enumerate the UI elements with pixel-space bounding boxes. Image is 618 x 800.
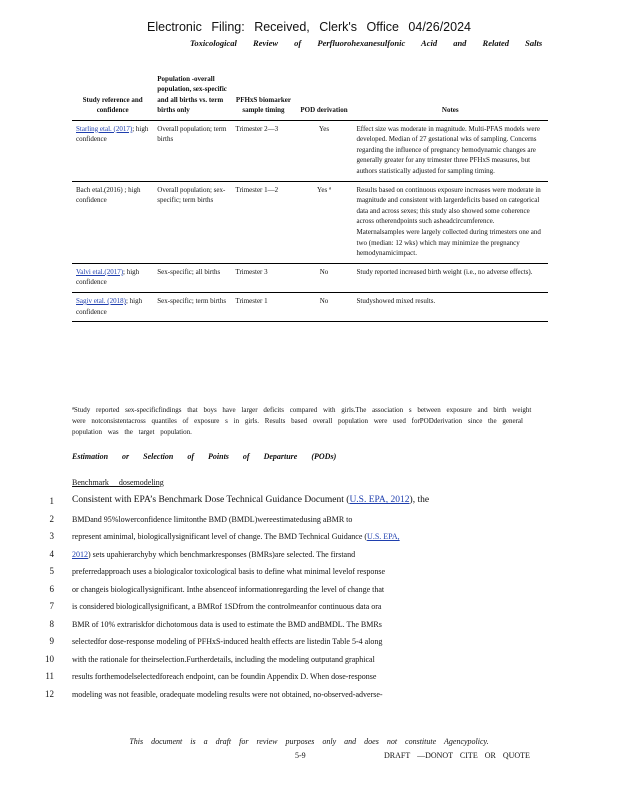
filing-stamp: Electronic Filing: Received, Clerk's Office 04/26/2024 (147, 20, 471, 34)
line-number: 6 (49, 583, 54, 594)
body-line (0, 669, 618, 687)
notes-cell: Studyshowed mixed results. (353, 292, 549, 321)
line-text: BMR of 10% extrariskfor dichotomous data is used to estimate the BMD andBMDL. The BMRs (72, 619, 382, 629)
body-line (0, 494, 618, 512)
pod-cell: No (295, 292, 352, 321)
timing-cell: Trimester 3 (231, 263, 295, 292)
study-confidence: Bach etal.(2016) ; high confidence (76, 185, 141, 205)
study-confidence: ; high confidence (76, 296, 143, 316)
study-cell (72, 120, 153, 181)
body-line (0, 529, 618, 547)
line-text: selectedfor dose-response modeling of PFHxS-induced health effects are listedin Table 5-4 along (72, 637, 383, 646)
pod-cell: Yes ª (295, 181, 352, 263)
body-line (0, 599, 618, 617)
line-number: 7 (49, 601, 54, 611)
body-line (0, 512, 618, 530)
line-text: results forthemodelselectedforeach endpoint, can be foundin Appendix D. When dose-response (72, 672, 377, 681)
line-number: 3 (49, 531, 54, 541)
line-number: 1 (49, 496, 54, 506)
section-heading: Estimation or Selection of Points of Departure (PODs) (72, 452, 337, 461)
study-cell (72, 181, 153, 263)
line-text: with the rationale for theirselection.Furtherdetails, including the modeling outputand graphical (72, 654, 375, 664)
body-line (0, 687, 618, 705)
line-text: modeling was not feasible, oradequate modeling results were not obtained, no-observed-adverse- (72, 689, 383, 699)
column-header-notes: Notes (353, 72, 549, 120)
notes-cell: Study reported increased birth weight (i.e., no adverse effects). (353, 263, 549, 292)
line-number: 2 (49, 513, 54, 524)
running-head: Toxicological Review of Perfluorohexanesulfonic Acid and Related Salts (190, 38, 543, 48)
citation-link[interactable]: U.S. EPA, (367, 532, 400, 541)
citation-link[interactable]: 2012 (72, 549, 88, 559)
table-row (72, 120, 548, 181)
study-link[interactable]: Valvi etal.(2017) (76, 267, 124, 276)
population-cell: Overall population; sex-specific; term births (153, 181, 231, 263)
timing-cell: Trimester 1—2 (231, 181, 295, 263)
line-number: 4 (49, 548, 54, 559)
line-number: 5 (49, 566, 54, 576)
pod-cell: No (295, 263, 352, 292)
line-text: BMDand 95%lowerconfidence limitonthe BMD (BMDL)wereestimatedusing aBMR to (72, 514, 353, 524)
population-cell: Overall population; term births (153, 120, 231, 181)
draft-disclaimer: This document is a draft for review purposes only and does not constitute Agencypolicy. (129, 737, 489, 746)
table-row (72, 181, 548, 263)
line-text: represent aminimal, biologicallysignificant level of change. The BMD Technical Guidance (U.S. EPA, (72, 532, 400, 541)
timing-cell: Trimester 2—3 (231, 120, 295, 181)
body-line (0, 634, 618, 652)
line-text: 2012) sets upahierarchyby which benchmarkresponses (BMRs)are selected. The firstand (72, 549, 356, 559)
line-text: Consistent with EPA’s Benchmark Dose Technical Guidance Document (U.S. EPA, 2012), the (72, 495, 430, 505)
body-line (0, 564, 618, 582)
table-footnote: ªStudy reported sex-specificfindings that boys have larger deficits compared with girls.The association s between exposure and birth weight were notconsistentacross quantiles of exposure s in girls. Results based overall population were used forPODderivation since the general population was the target population. (72, 406, 532, 436)
column-header-timing: PFHxS biomarker sample timing (231, 72, 295, 120)
table-header-row (72, 72, 548, 120)
study-link[interactable]: Starling etal. (2017) (76, 124, 133, 133)
column-header-population: Population -overall population, sex-specific and all births vs. term births only (153, 72, 231, 120)
line-number: 10 (45, 653, 54, 664)
notes-cell: Effect size was moderate in magnitude. Multi-PFAS models were developed. Median of 27 gestational wks of sampling. Concerns regarding the influence of pregnancy hemodynamic changes are generally greater for any trimester three PFHxS measures, but authors statistically adjusted for sampling timing. (353, 120, 549, 181)
numbered-body-text (0, 494, 618, 704)
pod-cell: Yes (295, 120, 352, 181)
body-line (0, 547, 618, 565)
draft-notice: DRAFT —DONOT CITE OR QUOTE (384, 751, 530, 760)
notes-cell: Results based on continuous exposure increases were moderate in magnitude and consistent with largerdeficits based on categorical data and across sexes; this study also showed some coherence across otherendpoints such asheadcircumference. Maternalsamples were largely collected during trimesters one and two (median: 12 wks) which may minimize the pregnancy hemodynamicimpact. (353, 181, 549, 263)
study-cell (72, 263, 153, 292)
citation-link[interactable]: U.S. EPA, 2012 (349, 495, 410, 505)
study-link[interactable]: Sagiv etal. (2018) (76, 296, 126, 305)
column-header-pod: POD derivation (295, 72, 352, 120)
line-text: is considered biologicallysignificant, a BMRof 1SDfrom the controlmeanfor continuous data ora (72, 602, 382, 611)
study-confidence: ; high confidence (76, 267, 140, 287)
page-number: 5-9 (295, 751, 306, 760)
line-number: 9 (49, 636, 54, 646)
body-line (0, 582, 618, 600)
column-header-study: Study reference and confidence (72, 72, 153, 120)
table-row (72, 263, 548, 292)
line-text: preferredapproach uses a biologicalor toxicological basis to define what minimal levelof response (72, 567, 386, 576)
line-text: or changeis biologicallysignificant. Inthe absenceof informationregarding the level of change that (72, 584, 385, 594)
body-line (0, 652, 618, 670)
line-number: 12 (45, 688, 54, 699)
population-cell: Sex-specific; term births (153, 292, 231, 321)
timing-cell: Trimester 1 (231, 292, 295, 321)
body-line (0, 617, 618, 635)
subsection-heading: Benchmark dosemodeling (72, 478, 164, 487)
population-cell: Sex-specific; all births (153, 263, 231, 292)
study-table (72, 72, 548, 322)
study-confidence: ; high confidence (76, 124, 149, 144)
table-row (72, 292, 548, 321)
line-number: 11 (45, 671, 54, 681)
study-cell (72, 292, 153, 321)
line-number: 8 (49, 618, 54, 629)
